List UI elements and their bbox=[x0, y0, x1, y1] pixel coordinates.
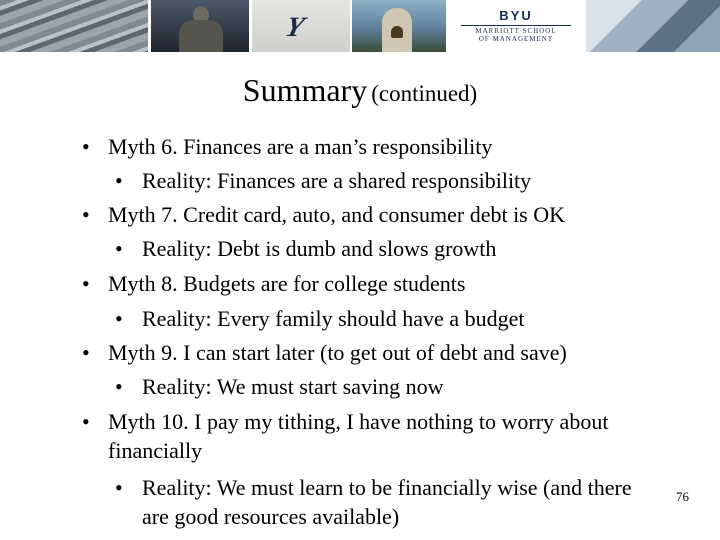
y-mountain-icon: Y bbox=[281, 12, 306, 43]
title-suffix: (continued) bbox=[371, 81, 478, 106]
logo-divider bbox=[461, 25, 571, 26]
myth-text: Myth 10. I pay my tithing, I have nothing to worry about financially bbox=[108, 409, 609, 463]
banner-photo-y-mountain bbox=[252, 0, 350, 52]
page-number: 76 bbox=[676, 489, 689, 504]
statue-body-shape bbox=[179, 20, 223, 52]
reality-text: Reality: Every family should have a budget bbox=[142, 306, 525, 331]
myth-text: Myth 8. Budgets are for college students bbox=[108, 271, 466, 296]
reality-text: Reality: Debt is dumb and slows growth bbox=[142, 236, 497, 261]
banner-photo-statue bbox=[151, 0, 249, 52]
myth-text: Myth 7. Credit card, auto, and consumer debt is OK bbox=[108, 202, 566, 227]
bullet-icon: • bbox=[115, 306, 123, 331]
reality-bullet bbox=[115, 473, 647, 531]
header-banner bbox=[0, 0, 720, 52]
bullet-icon: • bbox=[82, 409, 90, 434]
bullet-icon: • bbox=[82, 271, 90, 296]
reality-text: Reality: We must start saving now bbox=[142, 374, 444, 399]
reality-bullet bbox=[115, 166, 647, 195]
reality-bullet bbox=[115, 304, 647, 333]
bullet-icon: • bbox=[115, 168, 123, 193]
myth-bullet bbox=[82, 269, 673, 298]
bullet-icon: • bbox=[82, 134, 90, 159]
myth-text: Myth 6. Finances are a man’s responsibility bbox=[108, 134, 493, 159]
title-main: Summary bbox=[242, 72, 368, 108]
reality-bullet bbox=[115, 372, 647, 401]
myth-bullet bbox=[82, 407, 673, 465]
bell-icon bbox=[391, 26, 403, 38]
myth-bullet bbox=[82, 200, 673, 229]
myth-text: Myth 9. I can start later (to get out of debt and save) bbox=[108, 340, 567, 365]
slide-title bbox=[0, 72, 720, 109]
bullet-icon: • bbox=[115, 374, 123, 399]
bullet-icon: • bbox=[115, 475, 123, 500]
bullet-icon: • bbox=[82, 340, 90, 365]
reality-text: Reality: We must learn to be financially wise (and there are good resources available) bbox=[142, 475, 632, 529]
myth-bullet bbox=[82, 132, 673, 161]
banner-photo-architecture bbox=[0, 0, 148, 52]
reality-bullet bbox=[115, 234, 647, 263]
myth-bullet bbox=[82, 338, 673, 367]
banner-photo-building bbox=[586, 0, 720, 52]
logo-byu-text: BYU bbox=[499, 8, 533, 23]
reality-text: Reality: Finances are a shared responsibility bbox=[142, 168, 532, 193]
logo-management-text: OF MANAGEMENT bbox=[478, 35, 554, 43]
byu-marriott-logo bbox=[448, 0, 584, 52]
bullet-icon: • bbox=[82, 202, 90, 227]
bullet-icon: • bbox=[115, 236, 123, 261]
logo-school-text: MARRIOTT SCHOOL bbox=[475, 27, 557, 35]
banner-photo-bell-tower bbox=[352, 0, 446, 52]
